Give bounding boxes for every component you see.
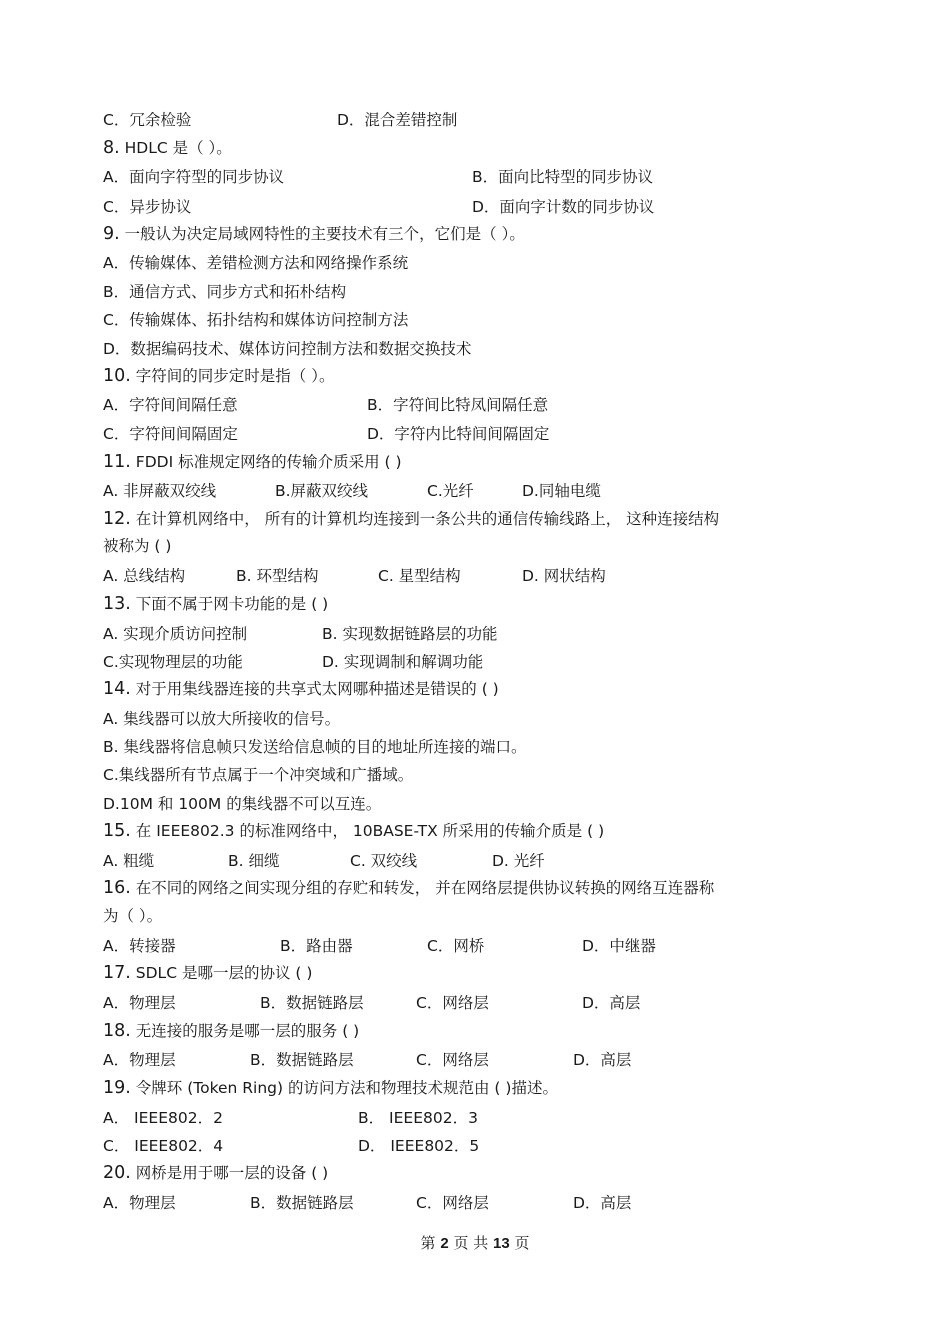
answer-option: C． IEEE802．4: [103, 1137, 224, 1155]
question-number: 8.: [103, 138, 120, 158]
answer-option: B．数据链路层: [260, 994, 364, 1012]
option-text: C.集线器所有节点属于一个冲突域和广播域。: [103, 766, 414, 784]
answer-option: B．字符间比特凤间隔任意: [367, 396, 549, 414]
page-footer: [0, 1232, 950, 1253]
text-line: [103, 709, 340, 729]
answer-option: B. 实现数据链路层的功能: [322, 625, 498, 643]
answer-option: C. 星型结构: [378, 567, 461, 585]
answer-option: C．冗余检验: [103, 111, 192, 129]
answer-option: D. 网状结构: [522, 567, 606, 585]
question-number: 18.: [103, 1021, 131, 1041]
text-line: [103, 536, 171, 556]
question-text: 下面不属于网卡功能的是 ( ): [135, 595, 329, 613]
text-line: [103, 253, 408, 273]
option-text: 被称为 ( ): [103, 537, 172, 555]
question-number: 11.: [103, 452, 131, 472]
option-text: A．传输媒体、差错检测方法和网络操作系统: [103, 254, 409, 272]
text-line: [103, 906, 162, 926]
answer-option: D．面向字计数的同步协议: [472, 198, 655, 216]
answer-option: D．高层: [573, 1194, 632, 1212]
answer-option: A．物理层: [103, 1051, 176, 1069]
answer-option: A． IEEE802．2: [103, 1109, 223, 1127]
option-text: D．数据编码技术、媒体访问控制方法和数据交换技术: [103, 340, 472, 358]
question-text: 网桥是用于哪一层的设备 ( ): [135, 1164, 329, 1182]
question-text: 无连接的服务是哪一层的服务 ( ): [135, 1022, 360, 1040]
answer-option: B．面向比特型的同步协议: [472, 168, 654, 186]
question-text: FDDI 标准规定网络的传输介质采用 ( ): [135, 453, 402, 471]
answer-option: D．混合差错控制: [337, 111, 458, 129]
question-stem: [103, 1163, 328, 1183]
question-number: 12.: [103, 509, 131, 529]
question-number: 10.: [103, 366, 131, 386]
question-text: 在计算机网络中， 所有的计算机均连接到一条公共的通信传输线路上， 这种连接结构: [135, 510, 720, 528]
question-text: HDLC 是（ ）。: [124, 139, 232, 157]
footer-page-number: 2: [440, 1235, 449, 1252]
footer-prefix: 第: [420, 1234, 436, 1252]
question-stem: [103, 366, 334, 386]
question-stem: [103, 679, 499, 699]
answer-option: D．字符内比特间间隔固定: [367, 425, 550, 443]
answer-option: C．字符间间隔固定: [103, 425, 238, 443]
question-number: 13.: [103, 594, 131, 614]
answer-option: A．物理层: [103, 1194, 176, 1212]
answer-option: C.实现物理层的功能: [103, 653, 243, 671]
answer-option: A. 非屏蔽双绞线: [103, 482, 217, 500]
answer-option: B．路由器: [280, 937, 353, 955]
answer-option: B. 环型结构: [236, 567, 319, 585]
option-text: B．通信方式、同步方式和拓朴结构: [103, 283, 347, 301]
answer-option: B． IEEE802．3: [358, 1109, 478, 1127]
text-line: [103, 794, 381, 814]
question-text: 令牌环 (Token Ring) 的访问方法和物理技术规范由 ( )描述。: [135, 1079, 558, 1097]
question-stem: [103, 878, 714, 898]
answer-option: D． IEEE802．5: [358, 1137, 480, 1155]
question-text: 对于用集线器连接的共享式太网哪种描述是错误的 ( ): [135, 680, 499, 698]
question-number: 9.: [103, 224, 120, 244]
question-stem: [103, 1078, 558, 1098]
answer-option: C．网络层: [416, 1051, 489, 1069]
answer-option: A. 粗缆: [103, 852, 155, 870]
question-number: 17.: [103, 963, 131, 983]
footer-mid: 页 共: [453, 1234, 489, 1252]
answer-option: D. 实现调制和解调功能: [322, 653, 484, 671]
question-stem: [103, 594, 328, 614]
answer-option: C．异步协议: [103, 198, 192, 216]
answer-option: A．转接器: [103, 937, 176, 955]
option-text: 为（ ）。: [103, 907, 163, 925]
answer-option: D．高层: [582, 994, 641, 1012]
answer-option: C．网络层: [416, 994, 489, 1012]
question-stem: [103, 1021, 359, 1041]
answer-option: A．字符间间隔任意: [103, 396, 238, 414]
text-line: [103, 339, 471, 359]
question-number: 15.: [103, 821, 131, 841]
answer-option: C．网桥: [427, 937, 485, 955]
answer-option: D．中继器: [582, 937, 656, 955]
answer-option: D. 光纤: [492, 852, 545, 870]
question-stem: [103, 963, 312, 983]
text-line: [103, 765, 413, 785]
question-text: 一般认为决定局域网特性的主要技术有三个，它们是（ ）。: [124, 225, 525, 243]
answer-option: A. 实现介质访问控制: [103, 625, 248, 643]
question-number: 20.: [103, 1163, 131, 1183]
question-stem: [103, 452, 402, 472]
footer-total-pages: 13: [493, 1235, 510, 1252]
question-text: 在不同的网络之间实现分组的存贮和转发， 并在网络层提供协议转换的网络互连器称: [135, 879, 715, 897]
question-number: 19.: [103, 1078, 131, 1098]
question-number: 16.: [103, 878, 131, 898]
question-stem: [103, 509, 719, 529]
question-stem: [103, 224, 525, 244]
answer-option: D.同轴电缆: [522, 482, 601, 500]
answer-option: A．面向字符型的同步协议: [103, 168, 285, 186]
answer-option: C. 双绞线: [350, 852, 418, 870]
text-line: [103, 310, 408, 330]
answer-option: C．网络层: [416, 1194, 489, 1212]
question-number: 14.: [103, 679, 131, 699]
footer-suffix: 页: [514, 1234, 530, 1252]
option-text: D.10M 和 100M 的集线器不可以互连。: [103, 795, 382, 813]
option-text: C．传输媒体、拓扑结构和媒体访问控制方法: [103, 311, 409, 329]
option-text: B. 集线器将信息帧只发送给信息帧的目的地址所连接的端口。: [103, 738, 527, 756]
answer-option: C.光纤: [427, 482, 474, 500]
answer-option: B．数据链路层: [250, 1194, 354, 1212]
answer-option: A. 总线结构: [103, 567, 186, 585]
text-line: [103, 737, 527, 757]
answer-option: B．数据链路层: [250, 1051, 354, 1069]
answer-option: A．物理层: [103, 994, 176, 1012]
answer-option: D．高层: [573, 1051, 632, 1069]
question-stem: [103, 821, 604, 841]
question-text: SDLC 是哪一层的协议 ( ): [135, 964, 313, 982]
question-text: 在 IEEE802.3 的标准网络中， 10BASE-TX 所采用的传输介质是 ( ): [135, 822, 605, 840]
answer-option: B. 细缆: [228, 852, 280, 870]
answer-option: B.屏蔽双绞线: [275, 482, 369, 500]
text-line: [103, 282, 346, 302]
question-stem: [103, 138, 232, 158]
option-text: A. 集线器可以放大所接收的信号。: [103, 710, 341, 728]
question-text: 字符间的同步定时是指（ ）。: [135, 367, 335, 385]
